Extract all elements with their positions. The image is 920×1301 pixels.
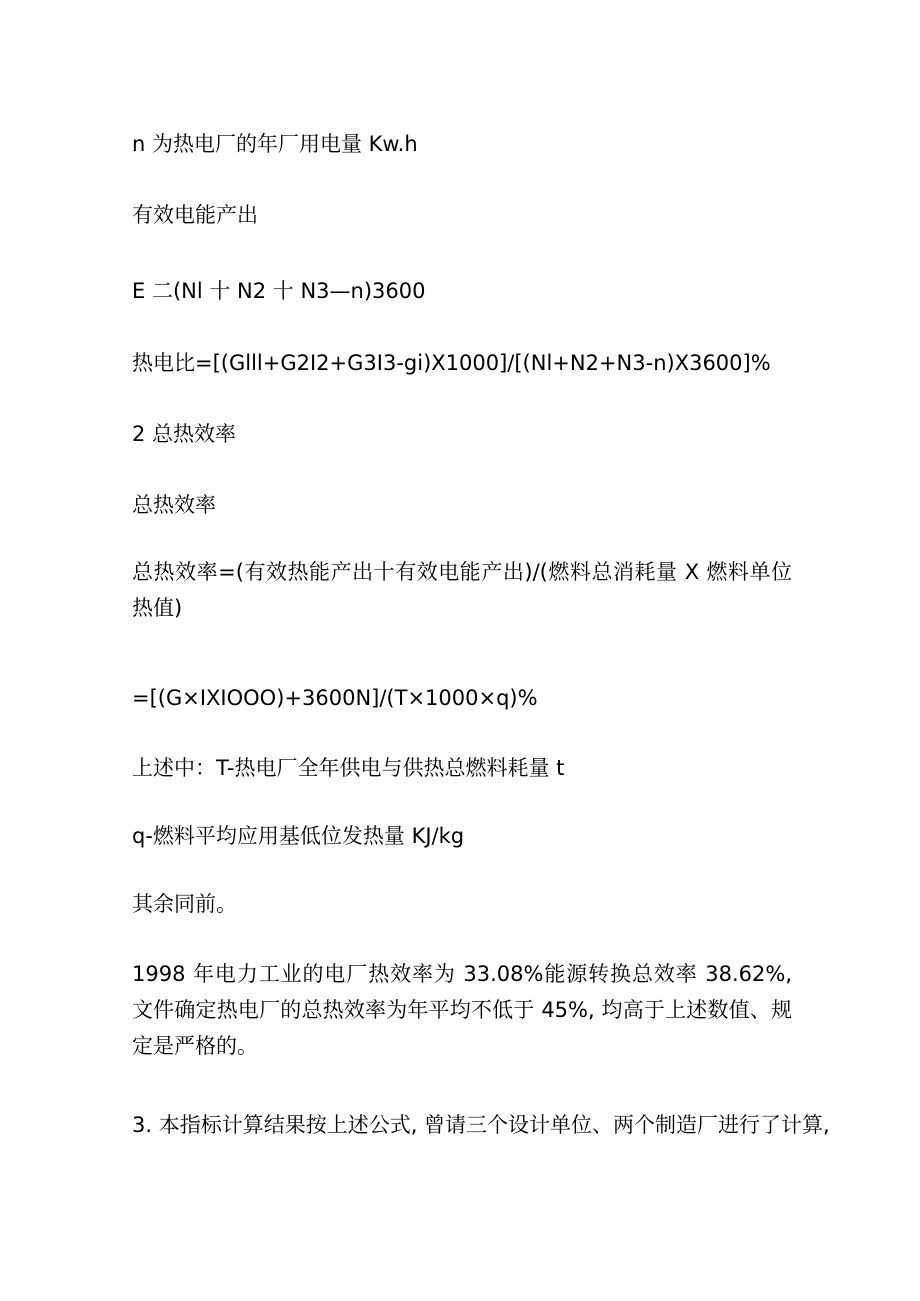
formula-heat-power-ratio: 热电比=[(Glll+G2I2+G3I3-gi)X1000]/[(Nl+N2+N3-n)X3600]% [132,351,771,375]
paragraph-calculation-results: 3. 本指标计算结果按上述公式, 曾请三个设计单位、两个制造厂进行了计算, [132,1113,830,1137]
formula-total-efficiency: =[(G×IXIOOO)+3600N]/(T×1000×q)% [132,686,538,710]
formula-total-efficiency-definition: 总热效率=(有效热能产出十有效电能产出)/(燃料总消耗量 X 燃料单位热值) [132,560,792,620]
text-line-variable-q: q-燃料平均应用基低位发热量 KJ/kg [132,824,465,848]
text-line-rest-as-before: 其余同前。 [132,892,237,916]
paragraph-1998-efficiency: 1998 年电力工业的电厂热效率为 33.08%能源转换总效率 38.62%,文件确定热电厂的总热效率为年平均不低于 45%, 均高于上述数值、规定是严格的。 [132,962,792,1058]
text-line-annual-power-use: n 为热电厂的年厂用电量 Kw.h [132,132,418,156]
text-line-effective-power-output: 有效电能产出 [132,203,258,227]
section-heading-total-efficiency: 2 总热效率 [132,422,237,446]
formula-effective-power: E 二(Nl 十 N2 十 N3—n)3600 [132,279,426,303]
text-line-total-efficiency: 总热效率 [132,493,216,517]
text-line-variable-t: 上述中：T-热电厂全年供电与供热总燃料耗量 t [132,756,565,780]
